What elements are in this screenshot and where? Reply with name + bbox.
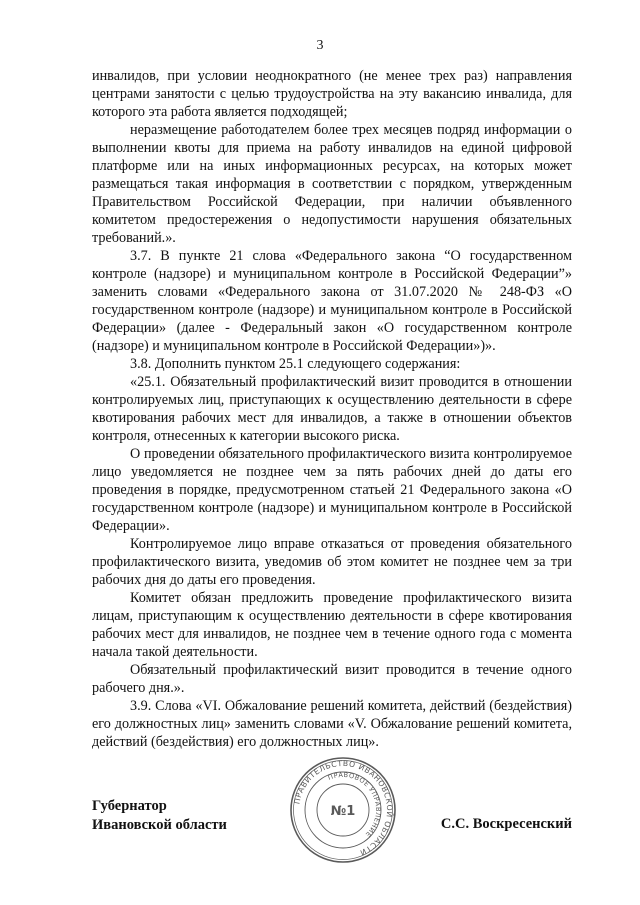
stamp-outer-text: ПРАВИТЕЛЬСТВО ИВАНОВСКОЙ ОБЛАСТИ (292, 758, 395, 858)
paragraph: О проведении обязательного профилактического визита контролируемое лицо уведомляется не позднее чем за пять рабочих дней до даты его проведения в порядке, предусмотренном статьей 21 Федерального закона «О государственном контроле (надзоре) и муниципальном контроле в Российской Федерации». (92, 446, 572, 534)
stamp-inner-text: ПРАВОВОЕ УПРАВЛЕНИЕ (326, 770, 383, 839)
paragraph: «25.1. Обязательный профилактический визит проводится в отношении контролируемых лиц, приступающих к осуществлению деятельности в сфере квотирования рабочих мест для инвалидов, а также в отношении объектов контроля, отнесенных к категории высокого риска. (92, 374, 572, 444)
signature-title-line2: Ивановской области (92, 817, 227, 833)
document-body (92, 67, 572, 751)
page-number: 3 (316, 38, 324, 53)
paragraph: 3.7. В пункте 21 слова «Федерального закона “О государственном контроле (надзоре) и муниципальном контроле в Российской Федерации”» заменить словами «Федерального закона от 31.07.2020 № 248-ФЗ «О государственном контроле (надзоре) и муниципальном контроле в Российской Федерации» (далее - Федеральный закон «О государственном контроле (надзоре) и муниципальном контроле в Российской Федерации»)». (92, 248, 572, 354)
paragraph: 3.8. Дополнить пунктом 25.1 следующего содержания: (130, 356, 461, 372)
signature-title-line1: Губернатор (92, 798, 167, 814)
paragraph: инвалидов, при условии неоднократного (не менее трех раз) направления центрами занятости с целью трудоустройства на эту вакансию инвалида, для которого эта работа является подходящей; (92, 68, 572, 120)
paragraph: 3.9. Слова «VI. Обжалование решений комитета, действий (бездействия) его должностных лиц» заменить словами «V. Обжалование решений комитета, действий (бездействия) его должностных лиц». (92, 698, 572, 750)
stamp-number: №1 (330, 804, 356, 819)
paragraph: Обязательный профилактический визит проводится в течение одного рабочего дня.». (92, 662, 572, 696)
paragraph: Комитет обязан предложить проведение профилактического визита лицам, приступающим к осуществлению деятельности в сфере квотирования рабочих мест для инвалидов, не позднее чем в течение одного года с момента начала такой деятельности. (92, 590, 572, 660)
official-stamp (288, 755, 398, 865)
signature-name: С.С. Воскресенский (440, 816, 572, 832)
paragraph: неразмещение работодателем более трех месяцев подряд информации о выполнении квоты для приема на работу инвалидов на единой цифровой платформе или на иных информационных ресурсах, на которых может размещаться такая информация в соответствии с порядком, утвержденным Правительством Российской Федерации, при наличии объявленного комитетом предостережения о недопустимости нарушения обязательных требований.». (92, 122, 572, 246)
signature-title (92, 797, 227, 835)
paragraph: Контролируемое лицо вправе отказаться от проведения обязательного профилактического визита, уведомив об этом комитет не позднее чем за три рабочих дня до даты его проведения. (92, 536, 572, 588)
